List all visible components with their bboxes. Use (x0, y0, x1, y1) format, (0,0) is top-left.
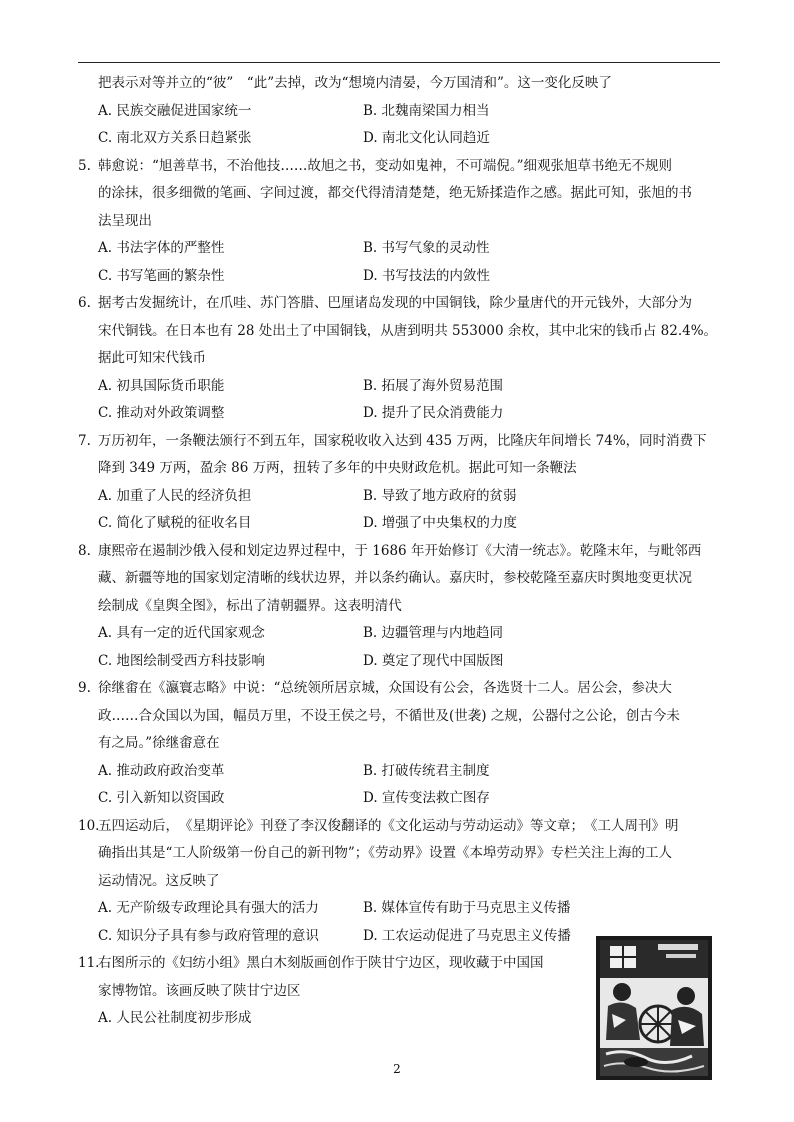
question-stem-line: 政……合众国以为国，幅员万里，不设王侯之号，不循世及(世袭) 之规，公器付之公论，创古今未 (98, 707, 680, 724)
option-b: B. 导致了地方政府的贫弱 (363, 487, 517, 504)
option-row (78, 98, 723, 126)
question-number: 10. (78, 817, 100, 834)
option-row (78, 895, 723, 923)
option-d: D. 增强了中央集权的力度 (363, 515, 517, 531)
option-c: C. 地图绘制受西方科技影响 (98, 652, 265, 669)
option-b: B. 边疆管理与内地趋同 (363, 625, 504, 641)
option-c: C. 简化了赋税的征收名目 (98, 515, 252, 531)
question-number: 11. (78, 955, 100, 971)
option-c: C. 知识分子具有参与政府管理的意识 (98, 927, 319, 944)
option-a: A. 推动政府政治变革 (98, 762, 225, 779)
question-stem-line: 据此可知宋代钱币 (98, 350, 206, 366)
option-d: D. 南北文化认同趋近 (363, 130, 490, 146)
question-stem-line: 五四运动后， 《星期评论》刊登了李汉俊翻译的《文化运动与劳动运动》等文章； 《工人周刊》明 (98, 817, 679, 834)
option-a: A. 民族交融促进国家统一 (98, 102, 252, 119)
option-row (78, 758, 723, 786)
question-11 (78, 950, 578, 978)
option-row (78, 648, 723, 676)
question-6 (78, 290, 723, 318)
option-row (78, 373, 723, 401)
option-d: D. 工农运动促进了马克思主义传播 (363, 927, 571, 944)
option-row (78, 125, 723, 153)
option-c: C. 引入新知以资国政 (98, 790, 225, 806)
option-row (78, 510, 723, 538)
question-stem-line: 确指出其是“工人阶级第一份自己的新刊物”；《劳动界》设置《本埠劳动界》专栏关注上海的工人 (98, 845, 673, 861)
option-a: A. 加重了人民的经济负担 (98, 487, 252, 504)
option-d: D. 宣传变法救亡图存 (363, 790, 490, 806)
question-5 (78, 153, 723, 181)
option-d: D. 提升了民众消费能力 (363, 405, 504, 421)
option-a: A. 具有一定的近代国家观念 (98, 625, 265, 641)
option-row (78, 235, 723, 263)
option-c: C. 书写笔画的繁杂性 (98, 267, 225, 284)
question-number: 5. (78, 157, 91, 174)
question-8 (78, 538, 723, 566)
woodcut-print-image (596, 936, 712, 1080)
question-stem-line: 降到 349 万两，盈余 86 万两，扭转了多年的中央财政危机。据此可知一条鞭法 (98, 460, 577, 476)
question-number: 7. (78, 432, 91, 449)
question-10 (78, 813, 723, 841)
header-rule (78, 62, 720, 63)
option-a: A. 书法字体的严整性 (98, 240, 225, 256)
question-stem-line: 有之局。”徐继畬意在 (98, 735, 220, 751)
question-stem-line: 徐继畬在《瀛寰志略》中说：“总统领所居京城，众国设有公会，各选贤十二人。居公会，参决大 (98, 680, 672, 696)
question-9 (78, 675, 723, 703)
question-stem-line: 康熙帝在遏制沙俄入侵和划定边界过程中，于 1686 年开始修订《大清一统志》。乾隆末年，与毗邻西 (98, 542, 702, 559)
option-row (78, 483, 723, 511)
option-c: C. 南北双方关系日趋紧张 (98, 130, 252, 146)
page-number: 2 (393, 1062, 401, 1076)
option-b: B. 书写气象的灵动性 (363, 240, 490, 256)
question-stem-line: 据考古发掘统计，在爪哇、苏门答腊、巴厘诸岛发现的中国铜钱，除少量唐代的开元钱外，大部分为 (98, 295, 692, 311)
question-number: 9. (78, 680, 91, 696)
option-a: A. 无产阶级专政理论具有强大的活力 (98, 900, 319, 916)
option-row (78, 1005, 598, 1033)
option-row (78, 620, 723, 648)
question-stem-line: 右图所示的《妇纺小组》黑白木刻版画创作于陕甘宁边区，现收藏于中国国 (98, 955, 544, 971)
question-7 (78, 428, 723, 456)
option-b: B. 北魏南梁国力相当 (363, 102, 490, 119)
option-b: B. 打破传统君主制度 (363, 762, 490, 779)
question-stem-line: 绘制成《皇舆全图》，标出了清朝疆界。这表明清代 (98, 597, 402, 614)
question-number: 8. (78, 542, 91, 559)
question-stem-line: 万历初年，一条鞭法颁行不到五年，国家税收收入达到 435 万两，比隆庆年间增长 74%，同时消费下 (98, 432, 707, 449)
option-row (78, 785, 723, 813)
option-d: D. 书写技法的内敛性 (363, 267, 490, 284)
question-stem-line: 韩愈说：“旭善草书，不治他技……故旭之书，变动如鬼神，不可端倪。”细观张旭草书绝无不规则 (98, 157, 673, 174)
question-stem-line: 宋代铜钱。在日本也有 28 处出土了中国铜钱，从唐到明共 553000 余枚，其中北宋的钱币占 82.4%。 (98, 322, 718, 339)
exam-page (78, 70, 723, 1033)
question-stem-line: 法呈现出 (98, 212, 152, 229)
option-row (78, 400, 723, 428)
question-number: 6. (78, 295, 91, 311)
option-row (78, 263, 723, 291)
option-c: C. 推动对外政策调整 (98, 405, 225, 421)
question-stem-line: 的涂抹，很多细微的笔画、字间过渡，都交代得清清楚楚，绝无矫揉造作之感。据此可知，张旭的书 (98, 185, 692, 201)
option-b: B. 拓展了海外贸易范围 (363, 377, 504, 394)
option-a: A. 人民公社制度初步形成 (98, 1010, 252, 1026)
question-stem-line: 藏、新疆等地的国家划定清晰的线状边界，并以条约确认。嘉庆时，参校乾隆至嘉庆时舆地变更状况 (98, 570, 692, 586)
option-a: A. 初具国际货币职能 (98, 377, 225, 394)
option-d: D. 奠定了现代中国版图 (363, 652, 504, 669)
question-stem-line: 家博物馆。该画反映了陕甘宁边区 (98, 982, 301, 999)
question-stem-line: 把表示对等并立的“彼” “此”去掉，改为“想境内清晏，今万国清和”。这一变化反映了 (98, 75, 612, 91)
option-b: B. 媒体宣传有助于马克思主义传播 (363, 900, 571, 916)
question-stem-line: 运动情况。这反映了 (98, 872, 220, 889)
